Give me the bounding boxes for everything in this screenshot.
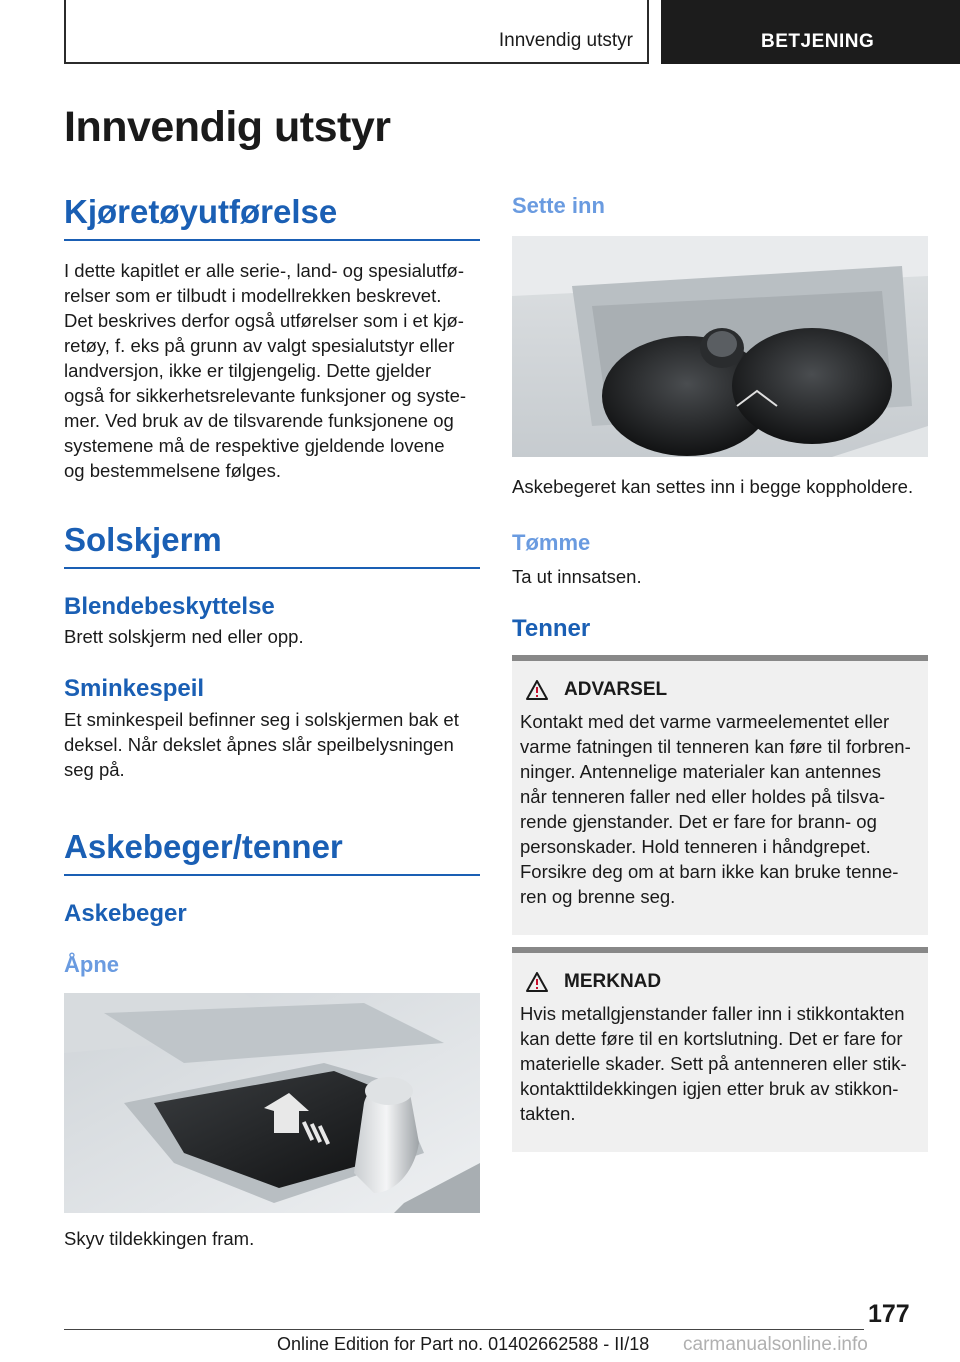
heading-kjoretoyutforelse: Kjøretøyutførelse (64, 193, 480, 241)
header-chapter-tab (661, 0, 960, 64)
text-line: og bestemmelsene følges. (64, 460, 281, 481)
text-line: takten. (520, 1103, 576, 1124)
section-sette-inn (512, 193, 928, 219)
section-tenner (512, 615, 928, 643)
text-line: mer. Ved bruk av de tilsvarende funksjonene og (64, 410, 454, 431)
page-title: Innvendig utstyr (64, 103, 391, 151)
footer-watermark: carmanualsonline.info (683, 1334, 868, 1355)
text-line: varme fatningen til tenneren kan føre til forbren- (520, 736, 911, 757)
caption-cupholder: Askebegeret kan settes inn i begge koppholdere. (512, 476, 914, 497)
note-label: MERKNAD (564, 971, 662, 992)
warning-box (512, 655, 928, 935)
text-line: også for sikkerhetsrelevante funksjoner og syste- (64, 385, 467, 406)
heading-tomme: Tømme (512, 530, 591, 555)
heading-askebeger: Askebeger (64, 900, 187, 927)
heading-sminkespeil: Sminkespeil (64, 675, 205, 702)
text-line: kontakttildekkingen igjen etter bruk av stikkon- (520, 1078, 899, 1099)
heading-askebeger-tenner: Askebeger/tenner (64, 828, 480, 876)
text-line: ninger. Antennelige materialer kan antennes (520, 761, 882, 782)
heading-blendebeskyttelse: Blendebeskyttelse (64, 593, 275, 620)
section-solskjerm (64, 521, 480, 782)
text-line: seg på. (64, 759, 125, 780)
footer-divider (64, 1329, 864, 1330)
header-chapter-label: BETJENING (761, 31, 875, 52)
caption-left (64, 1226, 480, 1251)
section-tomme (512, 530, 928, 589)
text-line: deksel. Når dekslet åpnes slår speilbelysningen (64, 734, 454, 755)
text-line: Kontakt med det varme varmeelementet eller (520, 711, 890, 732)
text-line: ren og brenne seg. (520, 886, 676, 907)
page-number: 177 (868, 1300, 910, 1328)
text-line: personskader. Hold tenneren i håndgrepet. (520, 836, 871, 857)
heading-solskjerm: Solskjerm (64, 521, 480, 569)
warning-triangle-icon (526, 680, 548, 700)
text-tomme: Ta ut innsatsen. (512, 566, 642, 587)
text-line: rende gjenstander. Det er fare for brann- og (520, 811, 877, 832)
text-line: Det beskrives derfor også utførelser som i et kjø- (64, 310, 464, 331)
heading-sette-inn: Sette inn (512, 193, 605, 218)
note-box (512, 947, 928, 1152)
text-line: relser som er tilbudt i modellrekken beskrevet. (64, 285, 442, 306)
caption-right (512, 474, 928, 499)
text-line: materielle skader. Sett på antenneren eller stik- (520, 1053, 907, 1074)
heading-apne: Åpne (64, 952, 119, 977)
footer-edition: Online Edition for Part no. 01402662588 - II/18 (277, 1334, 650, 1354)
text-line: Hvis metallgjenstander faller inn i stikkontakten (520, 1003, 905, 1024)
warning-triangle-icon (526, 972, 548, 992)
photo-ashtray-open (64, 993, 480, 1213)
text-line: kan dette føre til en kortslutning. Det er fare for (520, 1028, 903, 1049)
section-askebeger-tenner (64, 828, 480, 978)
text-line: når tenneren faller ned eller holdes på tilsva- (520, 786, 886, 807)
heading-tenner: Tenner (512, 615, 591, 642)
header-section-label: Innvendig utstyr (498, 30, 633, 51)
section-kjoretoyutforelse (64, 193, 480, 483)
text-line: Forsikre deg om at barn ikke kan bruke tenne- (520, 861, 899, 882)
text-line: landversjon, ikke er tilgjengelig. Dette gjelder (64, 360, 432, 381)
text-line: Et sminkespeil befinner seg i solskjermen bak et (64, 709, 459, 730)
header-section-tab (64, 0, 649, 64)
text-line: I dette kapitlet er alle serie-, land- og spesialutfø- (64, 260, 464, 281)
text-line: retøy, f. eks på grunn av valgt spesialutstyr eller (64, 335, 455, 356)
warning-header (520, 679, 920, 701)
note-header (520, 971, 920, 993)
warning-label: ADVARSEL (564, 679, 668, 700)
text-line: systemene må de respektive gjeldende lovene (64, 435, 445, 456)
photo-cupholder-ashtray (512, 236, 928, 457)
text-blende: Brett solskjerm ned eller opp. (64, 626, 304, 647)
caption-ashtray-open: Skyv tildekkingen fram. (64, 1228, 255, 1249)
